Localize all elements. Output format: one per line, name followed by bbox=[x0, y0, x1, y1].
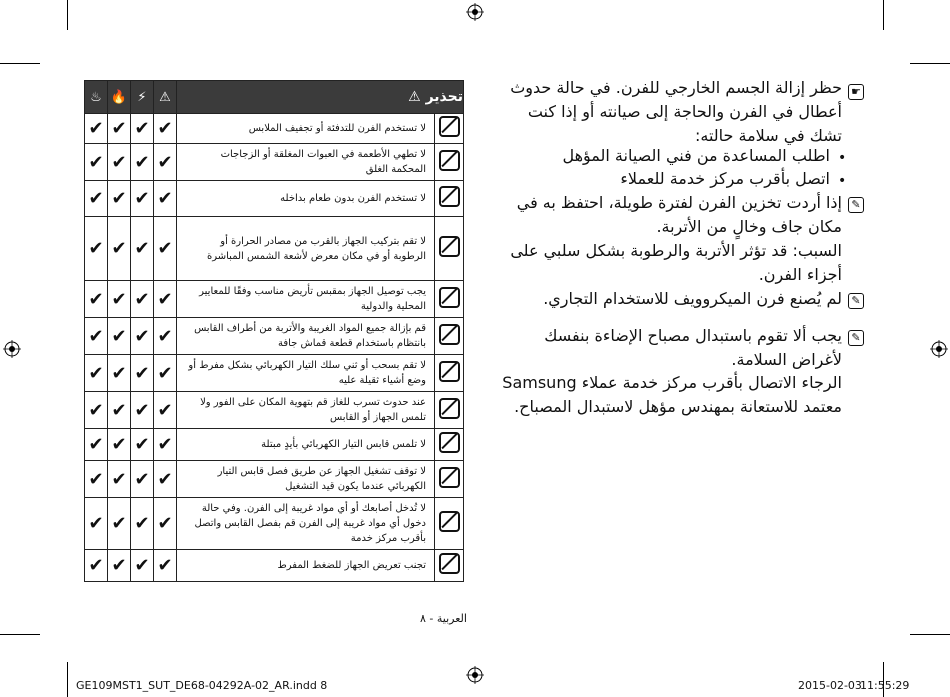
registration-mark-right bbox=[930, 340, 948, 358]
check-icon: ✔ bbox=[154, 461, 177, 498]
check-icon: ✔ bbox=[131, 217, 154, 281]
check-icon: ✔ bbox=[108, 461, 131, 498]
paragraph-disassembly: حظر إزالة الجسم الخارجي للفرن. في حالة حدوث أعطال في الفرن والحاجة إلى صيانته أو إذا كنت تشك في سلامة حالته: bbox=[510, 78, 842, 145]
power-icon bbox=[435, 498, 464, 550]
check-icon: ✔ bbox=[85, 355, 108, 392]
ground-icon bbox=[435, 281, 464, 318]
check-icon: ✔ bbox=[85, 281, 108, 318]
table-row bbox=[85, 355, 464, 392]
check-icon: ✔ bbox=[85, 318, 108, 355]
table-header bbox=[85, 81, 464, 114]
note-icon: ✎ bbox=[848, 330, 864, 346]
check-icon: ✔ bbox=[154, 318, 177, 355]
check-icon: ✔ bbox=[108, 429, 131, 461]
check-icon: ✔ bbox=[108, 144, 131, 181]
table-row bbox=[85, 498, 464, 550]
row-text: لا تستخدم الفرن بدون طعام بداخله bbox=[177, 181, 435, 217]
table-row bbox=[85, 429, 464, 461]
check-icon: ✔ bbox=[131, 550, 154, 582]
page-number: العربية - ٨ bbox=[420, 612, 467, 625]
registration-mark-top bbox=[466, 3, 484, 21]
check-icon: ✔ bbox=[108, 498, 131, 550]
row-text: لا تقم بسحب أو ثني سلك التيار الكهربائي بشكل مفرط أو وضع أشياء ثقيلة عليه bbox=[177, 355, 435, 392]
no-cooking-icon bbox=[435, 144, 464, 181]
check-icon: ✔ bbox=[131, 498, 154, 550]
table-row bbox=[85, 144, 464, 181]
registration-mark-left bbox=[3, 340, 21, 358]
footer-date: 2015-02-03 bbox=[798, 679, 862, 692]
check-icon: ✔ bbox=[85, 217, 108, 281]
header-icon: 🔥 bbox=[108, 81, 131, 114]
check-icon: ✔ bbox=[131, 429, 154, 461]
header-icon: ⚠ bbox=[154, 81, 177, 114]
note-icon: ✎ bbox=[848, 197, 864, 213]
table-row bbox=[85, 461, 464, 498]
no-entry-icon bbox=[435, 461, 464, 498]
table-row bbox=[85, 281, 464, 318]
check-icon: ✔ bbox=[131, 392, 154, 429]
check-icon: ✔ bbox=[154, 217, 177, 281]
check-icon: ✔ bbox=[108, 318, 131, 355]
row-text: لا تلمس قابس التيار الكهربائي بأيدٍ مبتلة bbox=[177, 429, 435, 461]
crop-mark bbox=[67, 0, 68, 30]
row-text: يجب توصيل الجهاز بمقبس تأريض مناسب وفقًا للمعايير المحلية والدولية bbox=[177, 281, 435, 318]
check-icon: ✔ bbox=[108, 217, 131, 281]
no-entry-icon bbox=[435, 355, 464, 392]
check-icon: ✔ bbox=[131, 181, 154, 217]
footer-time: 11:55:29 bbox=[860, 679, 910, 692]
check-icon: ✔ bbox=[85, 144, 108, 181]
check-icon: ✔ bbox=[85, 550, 108, 582]
crop-mark bbox=[0, 634, 40, 635]
crop-mark bbox=[883, 0, 884, 30]
check-icon: ✔ bbox=[131, 318, 154, 355]
paragraph-commercial: لم يُصنع فرن الميكروويف للاستخدام التجاري. bbox=[543, 289, 842, 308]
check-icon: ✔ bbox=[154, 392, 177, 429]
check-icon: ✔ bbox=[154, 114, 177, 144]
no-entry-icon bbox=[435, 217, 464, 281]
star-icon bbox=[435, 392, 464, 429]
check-icon: ✔ bbox=[108, 355, 131, 392]
bullet: • bbox=[838, 150, 847, 166]
no-entry-icon bbox=[435, 550, 464, 582]
row-text: لا تطهي الأطعمة في العبوات المغلقة أو الزجاجات المحكمة الغلق bbox=[177, 144, 435, 181]
row-text: لا تُدخل أصابعك أو أي مواد غريبة إلى الفرن. وفي حالة دخول أي مواد غريبة إلى الفرن قم بفصل القابس واتصل بأقرب مركز خدمة bbox=[177, 498, 435, 550]
check-icon: ✔ bbox=[154, 144, 177, 181]
crop-mark bbox=[910, 63, 950, 64]
fire-icon bbox=[435, 114, 464, 144]
check-icon: ✔ bbox=[131, 461, 154, 498]
check-icon: ✔ bbox=[131, 355, 154, 392]
check-icon: ✔ bbox=[85, 498, 108, 550]
row-text: لا تقم بتركيب الجهاز بالقرب من مصادر الحرارة أو الرطوبة أو في مكان معرض لأشعة الشمس المباشرة bbox=[177, 217, 435, 281]
footer-filename: GE109MST1_SUT_DE68-04292A-02_AR.indd 8 bbox=[76, 679, 328, 692]
row-text: قم بإزالة جميع المواد الغريبة والأتربة من أطراف القابس بانتظام باستخدام قطعة قماش جافة bbox=[177, 318, 435, 355]
check-icon: ✔ bbox=[131, 114, 154, 144]
bullet-text: اتصل بأقرب مركز خدمة للعملاء bbox=[620, 169, 830, 188]
check-icon: ✔ bbox=[154, 281, 177, 318]
check-icon: ✔ bbox=[154, 498, 177, 550]
check-icon: ✔ bbox=[108, 392, 131, 429]
check-icon: ✔ bbox=[131, 281, 154, 318]
no-entry-icon bbox=[435, 181, 464, 217]
crop-mark bbox=[910, 634, 950, 635]
table-row bbox=[85, 217, 464, 281]
paragraph-service: الرجاء الاتصال بأقرب مركز خدمة عملاء Samsung معتمد للاستعانة بمهندس مؤهل لاستبدال المصباح. bbox=[502, 373, 842, 416]
crop-mark bbox=[67, 662, 68, 697]
registration-mark-bottom bbox=[466, 666, 484, 684]
check-icon: ✔ bbox=[154, 429, 177, 461]
star-icon bbox=[435, 318, 464, 355]
check-icon: ✔ bbox=[108, 550, 131, 582]
check-icon: ✔ bbox=[108, 114, 131, 144]
bullet: • bbox=[838, 173, 847, 189]
bullet-text: اطلب المساعدة من فني الصيانة المؤهل bbox=[562, 146, 830, 165]
check-icon: ✔ bbox=[85, 392, 108, 429]
row-text: لا تستخدم الفرن للتدفئة أو تجفيف الملابس bbox=[177, 114, 435, 144]
check-icon: ✔ bbox=[85, 181, 108, 217]
check-icon: ✔ bbox=[85, 429, 108, 461]
note-icon: ✎ bbox=[848, 293, 864, 309]
header-icon: ♨ bbox=[85, 81, 108, 114]
paragraph-lamp: يجب ألا تقوم باستبدال مصباح الإضاءة بنفسك لأغراض السلامة. bbox=[544, 326, 842, 369]
paragraph-reason: السبب: قد تؤثر الأتربة والرطوبة بشكل سلبي على أجزاء الفرن. bbox=[510, 241, 842, 284]
check-icon: ✔ bbox=[154, 550, 177, 582]
table-row bbox=[85, 318, 464, 355]
row-text: تجنب تعريض الجهاز للضغط المفرط bbox=[177, 550, 435, 582]
check-icon: ✔ bbox=[154, 181, 177, 217]
check-icon: ✔ bbox=[108, 181, 131, 217]
check-icon: ✔ bbox=[154, 355, 177, 392]
header-icon: ⚡ bbox=[131, 81, 154, 114]
paragraph-storage: إذا أردت تخزين الفرن لفترة طويلة، احتفظ به في مكان جاف وخالٍ من الأتربة. bbox=[516, 193, 842, 236]
table-row bbox=[85, 181, 464, 217]
warning-table bbox=[84, 80, 464, 582]
check-icon: ✔ bbox=[108, 281, 131, 318]
check-icon: ✔ bbox=[131, 144, 154, 181]
no-touch-icon bbox=[435, 429, 464, 461]
hand-point-icon: ☛ bbox=[848, 84, 864, 100]
table-row bbox=[85, 392, 464, 429]
table-row bbox=[85, 114, 464, 144]
header-title: تحذير ⚠ bbox=[177, 81, 464, 114]
crop-mark bbox=[0, 63, 40, 64]
row-text: لا توقف تشغيل الجهاز عن طريق فصل قابس التيار الكهربائي عندما يكون قيد التشغيل bbox=[177, 461, 435, 498]
check-icon: ✔ bbox=[85, 461, 108, 498]
table-row bbox=[85, 550, 464, 582]
check-icon: ✔ bbox=[85, 114, 108, 144]
row-text: عند حدوث تسرب للغاز قم بتهوية المكان على الفور ولا تلمس الجهاز أو القابس bbox=[177, 392, 435, 429]
